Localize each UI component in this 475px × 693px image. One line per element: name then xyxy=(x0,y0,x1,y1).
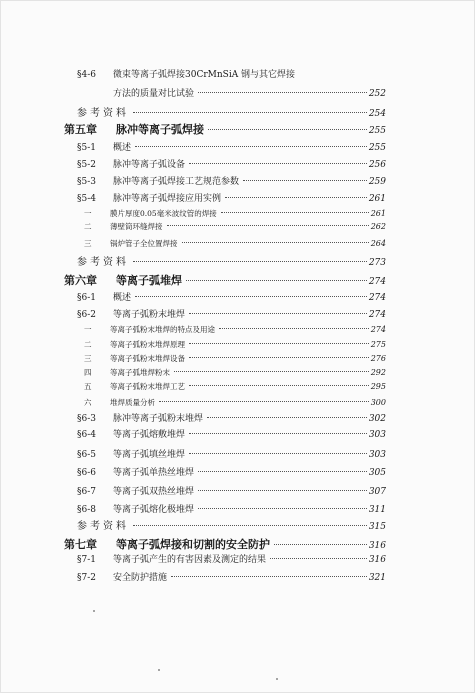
scan-speck xyxy=(93,610,95,612)
toc-title: 等离子弧粉末堆焊 xyxy=(113,310,186,320)
toc-section-number: §5-4 xyxy=(77,194,96,204)
toc-entry xyxy=(77,157,386,170)
toc-page-number: 264 xyxy=(370,239,386,248)
toc-entry xyxy=(64,536,386,552)
toc-section-number: §6-1 xyxy=(77,293,96,303)
toc-entry xyxy=(84,381,386,392)
toc-page-number: 311 xyxy=(368,505,386,515)
toc-entry xyxy=(84,367,386,378)
toc-page-number: 315 xyxy=(368,522,386,532)
toc-page-number: 275 xyxy=(370,340,386,349)
toc-section-number: §6-3 xyxy=(77,414,96,424)
toc-title: 脉冲等离子弧设备 xyxy=(113,160,186,170)
dot-leader xyxy=(186,280,367,281)
toc-section-number: 三 xyxy=(84,239,92,248)
toc-title: 等离子弧粉末堆焊设备 xyxy=(110,354,185,363)
toc-page-number: 274 xyxy=(370,325,386,334)
toc-section-number: §4-6 xyxy=(77,70,96,80)
toc-entry xyxy=(84,221,386,232)
toc-section-number: §6-5 xyxy=(77,450,96,460)
toc-entry xyxy=(77,517,386,532)
toc-title: 等离子弧粉末堆焊的特点及用途 xyxy=(110,325,215,334)
toc-entry xyxy=(77,502,386,515)
toc-page-number: 255 xyxy=(368,143,386,153)
dot-leader xyxy=(189,343,369,344)
toc-section-number: §5-1 xyxy=(77,143,96,153)
toc-entry xyxy=(77,67,386,80)
toc-page-number: 300 xyxy=(370,398,386,407)
toc-entry xyxy=(77,570,386,583)
toc-page-number: 316 xyxy=(368,555,386,565)
toc-section-number: §7-2 xyxy=(77,573,96,583)
dot-leader xyxy=(189,453,367,454)
toc-page-number: 259 xyxy=(368,177,386,187)
scan-speck xyxy=(276,678,278,680)
toc-title: 微束等离子弧焊接30CrMnSiA 钢与其它焊接 xyxy=(113,70,296,80)
dot-leader xyxy=(133,112,367,113)
toc-section-number: §6-6 xyxy=(77,468,96,478)
toc-page-number: 256 xyxy=(368,160,386,170)
toc-page-number: 321 xyxy=(368,573,386,583)
toc-entry xyxy=(64,272,386,288)
toc-title: 脉冲等离子弧焊接 xyxy=(116,123,204,136)
toc-section-number: 五 xyxy=(84,382,92,391)
toc-section-number: 六 xyxy=(84,398,92,407)
toc-entry xyxy=(77,104,386,119)
toc-entry xyxy=(77,552,386,565)
toc-title: 等离子弧单热丝堆焊 xyxy=(113,468,195,478)
toc-title: 薄壁筒环缝焊接 xyxy=(110,222,163,231)
toc-section-number: 第五章 xyxy=(64,123,97,136)
toc-page-number: 302 xyxy=(368,414,386,424)
dot-leader xyxy=(159,401,369,402)
dot-leader xyxy=(198,508,367,509)
toc-page-number: 276 xyxy=(370,354,386,363)
toc-section-number: 第七章 xyxy=(64,538,97,551)
toc-page-number: 273 xyxy=(368,258,386,268)
dot-leader xyxy=(189,313,367,314)
dot-leader xyxy=(208,129,367,130)
toc-page-number: 316 xyxy=(368,541,386,551)
dot-leader xyxy=(225,197,367,198)
toc-page-number: 295 xyxy=(370,382,386,391)
dot-leader xyxy=(182,242,369,243)
toc-page-number: 274 xyxy=(368,277,386,287)
dot-leader xyxy=(133,261,367,262)
toc-section-number: 一 xyxy=(84,209,92,218)
toc-entry xyxy=(84,353,386,364)
toc-entry xyxy=(77,253,386,268)
dot-leader xyxy=(189,385,369,386)
toc-entry xyxy=(77,140,386,153)
dot-leader xyxy=(189,163,367,164)
scan-speck xyxy=(158,669,160,671)
toc-page-number: 307 xyxy=(368,487,386,497)
dot-leader xyxy=(133,525,367,526)
toc-page-number: 255 xyxy=(368,126,386,136)
toc-entry xyxy=(77,307,386,320)
dot-leader xyxy=(274,544,367,545)
dot-leader xyxy=(243,180,367,181)
toc-page-number: 252 xyxy=(368,89,386,99)
toc-section-number: §6-2 xyxy=(77,310,96,320)
toc-title: 等离子弧双热丝堆焊 xyxy=(113,487,195,497)
dot-leader xyxy=(221,212,369,213)
dot-leader xyxy=(135,296,367,297)
toc-title: 脉冲等离子弧焊接工艺规范参数 xyxy=(113,177,240,187)
toc-page-number: 262 xyxy=(370,222,386,231)
toc-entry xyxy=(77,174,386,187)
dot-leader xyxy=(167,225,369,226)
toc-entry xyxy=(77,411,386,424)
toc-entry xyxy=(77,465,386,478)
dot-leader xyxy=(189,433,367,434)
toc-title: 等离子弧粉末堆焊原理 xyxy=(110,340,185,349)
toc-entry xyxy=(77,427,386,440)
toc-section-number: 二 xyxy=(84,340,92,349)
toc-section-number: §6-4 xyxy=(77,430,96,440)
toc-title: 等离子弧产生的有害因素及测定的结果 xyxy=(113,555,267,565)
toc-title: 等离子弧焊接和切割的安全防护 xyxy=(116,538,270,551)
toc-section-number: §5-3 xyxy=(77,177,96,187)
toc-title: 等离子弧熔化极堆焊 xyxy=(113,505,195,515)
toc-entry xyxy=(84,397,386,408)
dot-leader xyxy=(189,357,369,358)
toc-page-number: 261 xyxy=(370,209,386,218)
toc-section-number: 二 xyxy=(84,222,92,231)
toc-title: 等离子弧熔敷堆焊 xyxy=(113,430,186,440)
toc-section-number: §5-2 xyxy=(77,160,96,170)
toc-page-number: 303 xyxy=(368,450,386,460)
toc-section-number: §6-8 xyxy=(77,505,96,515)
toc-entry xyxy=(113,86,386,99)
toc-entry xyxy=(77,484,386,497)
toc-page-number: 303 xyxy=(368,430,386,440)
toc-section-number: 四 xyxy=(84,368,92,377)
toc-entry xyxy=(77,191,386,204)
dot-leader xyxy=(174,371,369,372)
toc-title: 参考资料 xyxy=(77,108,129,119)
toc-entry xyxy=(77,447,386,460)
toc-entry xyxy=(84,238,386,249)
toc-title: 方法的质量对比试验 xyxy=(113,89,195,99)
toc-title: 概述 xyxy=(113,293,132,303)
toc-entry xyxy=(84,324,386,335)
toc-title: 参考资料 xyxy=(77,257,129,268)
toc-entry xyxy=(84,208,386,219)
toc-section-number: 一 xyxy=(84,325,92,334)
dot-leader xyxy=(207,417,367,418)
dot-leader xyxy=(135,146,367,147)
toc-page-number: 292 xyxy=(370,368,386,377)
toc-page-number: 261 xyxy=(368,194,386,204)
toc-section-number: §7-1 xyxy=(77,555,96,565)
toc-title: 脉冲等离子弧粉末堆焊 xyxy=(113,414,204,424)
toc-entry xyxy=(77,290,386,303)
toc-title: 堆焊质量分析 xyxy=(110,398,155,407)
toc-section-number: 三 xyxy=(84,354,92,363)
dot-leader xyxy=(198,490,367,491)
toc-title: 等离子弧粉末堆焊工艺 xyxy=(110,382,185,391)
toc-entry xyxy=(84,339,386,350)
dot-leader xyxy=(270,558,367,559)
dot-leader xyxy=(171,576,367,577)
toc-page-number: 254 xyxy=(368,109,386,119)
toc-title: 等离子弧填丝堆焊 xyxy=(113,450,186,460)
toc-title: 等离子弧堆焊粉末 xyxy=(110,368,170,377)
dot-leader xyxy=(198,471,367,472)
toc-title: 等离子弧堆焊 xyxy=(116,274,182,287)
toc-title: 脉冲等离子弧焊接应用实例 xyxy=(113,194,222,204)
toc-title: 安全防护措施 xyxy=(113,573,168,583)
toc-page-number: 305 xyxy=(368,468,386,478)
toc-page-number: 274 xyxy=(368,310,386,320)
dot-leader xyxy=(219,328,369,329)
toc-title: 参考资料 xyxy=(77,521,129,532)
toc-title: 概述 xyxy=(113,143,132,153)
toc-section-number: §6-7 xyxy=(77,487,96,497)
toc-title: 膜片厚度0.05毫米波纹管的焊接 xyxy=(110,209,217,218)
toc-section-number: 第六章 xyxy=(64,274,97,287)
toc-page-number: 274 xyxy=(368,293,386,303)
dot-leader xyxy=(198,92,367,93)
toc-entry xyxy=(64,121,386,137)
toc-title: 锅炉管子全位置焊接 xyxy=(110,239,178,248)
